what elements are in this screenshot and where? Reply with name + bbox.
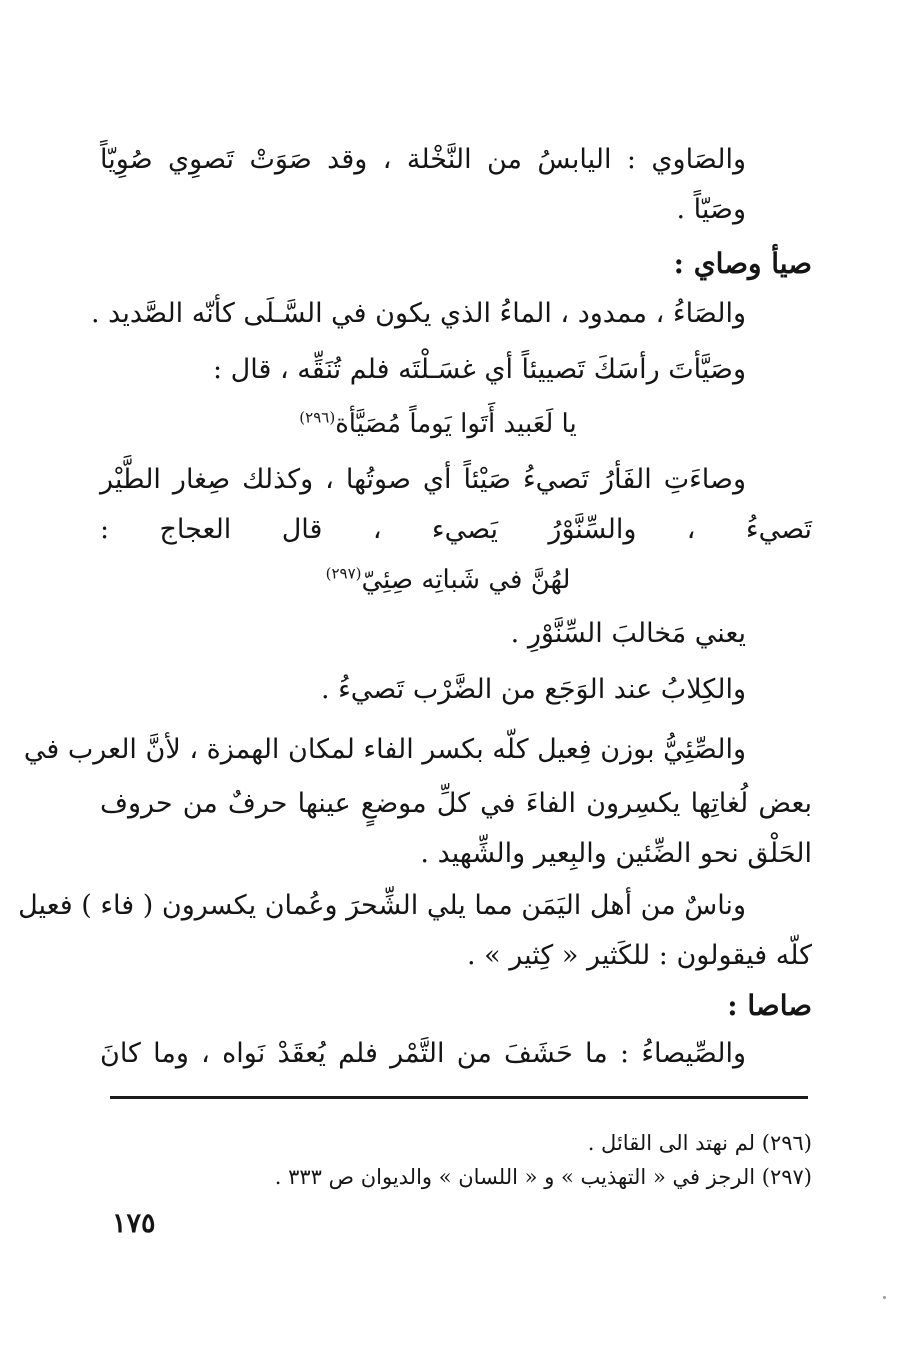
text-line: وصاءَتِ الفَأرُ تَصيءُ صَيْئاً أي صوتُها ، وكذلك صِغار الطَّيْر	[100, 464, 746, 495]
text-line: كلّه فيقولون : للكَثير « كِثير » .	[466, 940, 812, 971]
verse-text: يا لَعَبيد أَتَوا يَوماً مُصَيَّأة	[335, 409, 577, 439]
text-line: تَصيءُ ، والسِّنَّوْرُ يَصيء ، قال العجاج :	[100, 514, 812, 545]
footnote: (٢٩٦) لم نهتد الى القائل .	[587, 1131, 812, 1155]
text-line: والصَاءُ ، ممدود ، الماءُ الذي يكون في السَّـلَى كأنّه الصَّديد .	[91, 298, 746, 329]
text-line: والكِلابُ عند الوَجَع من الضَّرْب تَصيءُ .	[320, 674, 746, 705]
footnote-ref: (٢٩٦)	[299, 408, 336, 427]
text-line: الحَلْق نحو الضِّئين والبِعير والشِّهيد .	[420, 838, 812, 869]
text-line: والصِّئِيُّ بوزن فِعيل كلّه بكسر الفاء لمكان الهمزة ، لأنَّ العرب في	[23, 734, 746, 765]
verse-line	[288, 558, 608, 602]
entry-heading: صاصا :	[727, 989, 812, 1022]
verse-text: لهُنَّ في شَباتِه صِئِيّ	[361, 565, 571, 595]
scan-speck	[883, 1296, 886, 1299]
text-line: والصَاوي : اليابسُ من النَّخْلة ، وقد صَوَتْ تَصوِي صُوِيّاً	[100, 144, 746, 175]
text-line: وناسٌ من أهل اليَمَن مما يلي الشِّحرَ وعُمان يكسرون ( فاء ) فعيل	[18, 890, 746, 921]
footnote: (٢٩٧) الرجز في « التهذيب » و « اللسان » والديوان ص ٣٣٣ .	[274, 1165, 812, 1189]
text-line: بعض لُغاتِها يكسِرون الفاءَ في كلِّ موضعٍ عينها حرفٌ من حروف	[100, 788, 812, 819]
text-line: والصِّيصاءُ : ما حَشَفَ من التَّمْر فلم يُعقَدْ نَواه ، وما كانَ	[100, 1038, 746, 1069]
verse-line	[228, 402, 648, 446]
entry-heading: صيأ وصاي :	[673, 247, 812, 280]
text-line: يعني مَخالبَ السِّنَّوْرِ .	[510, 618, 746, 649]
footnote-ref: (٢٩٧)	[325, 564, 362, 583]
page-number: ١٧٥	[112, 1208, 156, 1239]
footnote-divider	[110, 1096, 808, 1099]
text-line: وصَيَّأتَ رأسَكَ تَصييئاً أي غسَـلْتَه فلم تُنَقِّه ، قال :	[213, 354, 746, 385]
text-line: وصَيّاً .	[676, 194, 746, 225]
